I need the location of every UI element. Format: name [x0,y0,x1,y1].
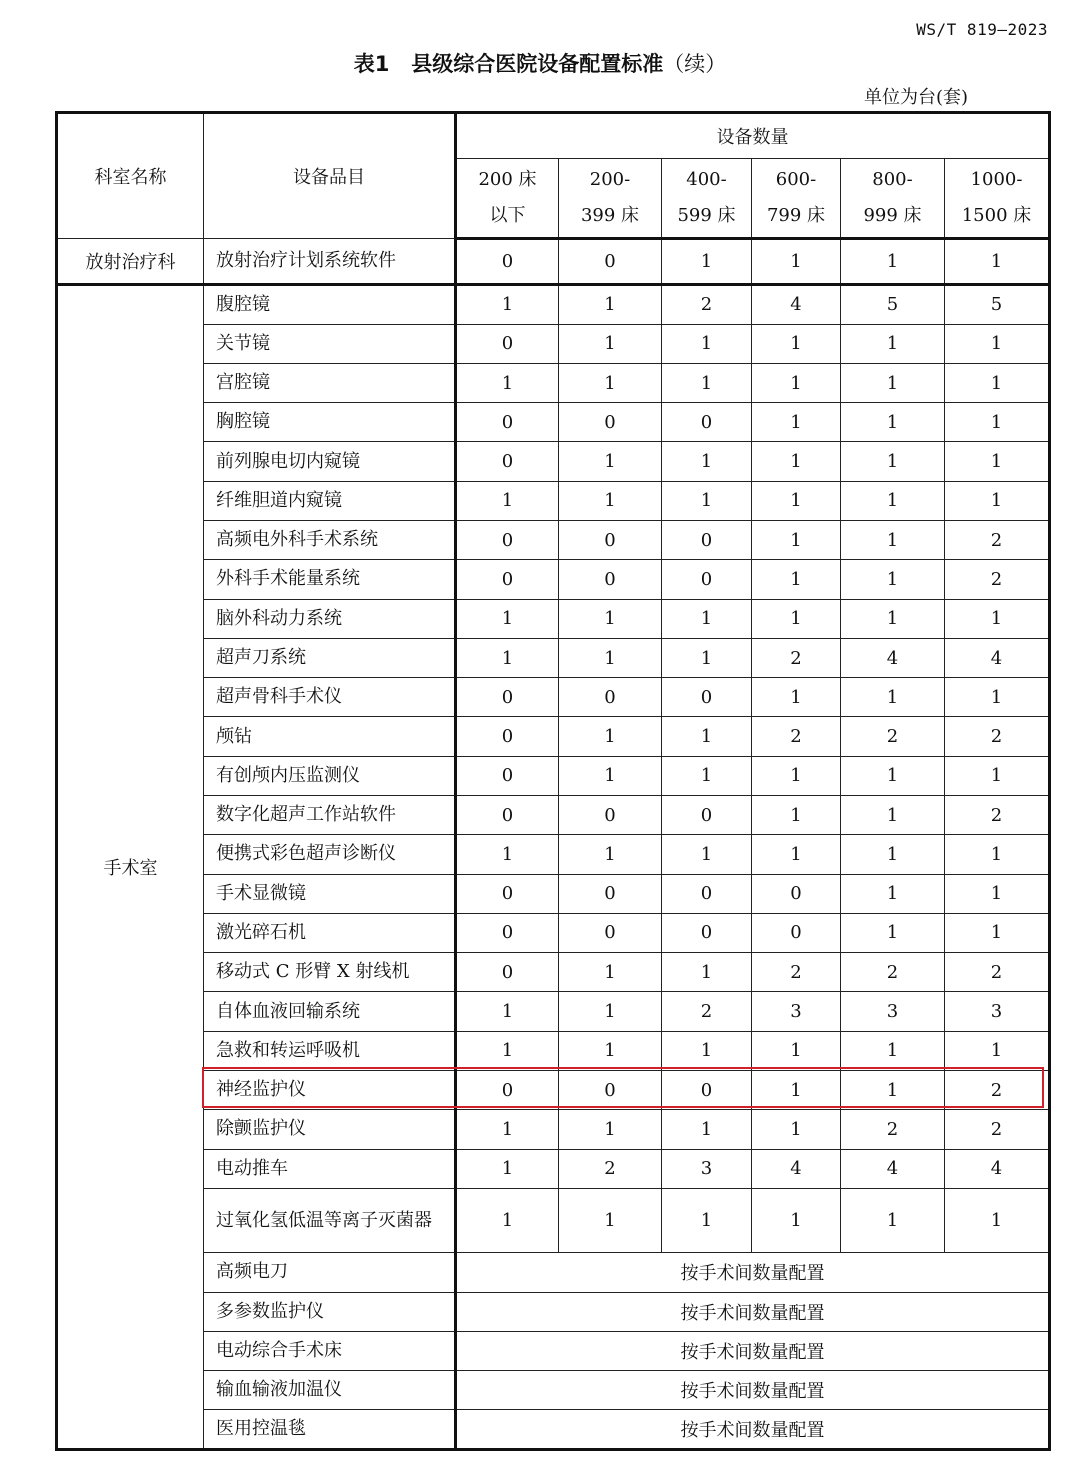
quantity-cell: 1 [752,239,841,285]
item-name-cell: 急救和转运呼吸机 [204,1031,456,1070]
header-col-1: 200- 399 床 [559,159,662,239]
quantity-cell: 1 [752,481,841,520]
quantity-cell: 1 [841,521,945,560]
config-note-cell: 按手术间数量配置 [456,1331,1050,1370]
header-quantity: 设备数量 [456,113,1050,159]
quantity-cell: 2 [752,953,841,992]
item-name-cell: 关节镜 [204,324,456,363]
quantity-cell: 1 [945,363,1050,402]
table-row [57,1410,1050,1450]
quantity-cell: 1 [559,442,662,481]
quantity-cell: 0 [559,874,662,913]
quantity-cell: 2 [945,1070,1050,1109]
quantity-cell: 1 [559,481,662,520]
quantity-cell: 0 [662,913,752,952]
quantity-cell: 0 [456,442,559,481]
item-name-cell: 胸腔镜 [204,403,456,442]
quantity-cell: 4 [752,1149,841,1188]
quantity-cell: 1 [945,239,1050,285]
header-col-2: 400- 599 床 [662,159,752,239]
quantity-cell: 0 [456,403,559,442]
table-row [57,481,1050,520]
quantity-cell: 1 [945,1031,1050,1070]
quantity-cell: 1 [841,403,945,442]
quantity-cell: 1 [752,1070,841,1109]
quantity-cell: 1 [945,756,1050,795]
config-note-cell: 按手术间数量配置 [456,1253,1050,1292]
quantity-cell: 1 [662,1188,752,1252]
table-row [57,599,1050,638]
quantity-cell: 4 [945,638,1050,677]
item-name-cell: 高频电外科手术系统 [204,521,456,560]
quantity-cell: 1 [662,442,752,481]
quantity-cell: 2 [841,953,945,992]
quantity-cell: 1 [752,324,841,363]
config-note-cell: 按手术间数量配置 [456,1292,1050,1331]
item-name-cell: 超声骨科手术仪 [204,678,456,717]
quantity-cell: 1 [752,796,841,835]
quantity-cell: 1 [559,363,662,402]
table-continued-label: （续） [663,52,727,76]
quantity-cell: 1 [662,481,752,520]
quantity-cell: 1 [945,874,1050,913]
quantity-cell: 0 [456,756,559,795]
quantity-cell: 1 [752,599,841,638]
quantity-cell: 0 [456,521,559,560]
quantity-cell: 2 [841,717,945,756]
table-row [57,756,1050,795]
quantity-cell: 1 [559,285,662,324]
quantity-cell: 1 [841,442,945,481]
quantity-cell: 1 [841,756,945,795]
quantity-cell: 1 [456,1149,559,1188]
quantity-cell: 1 [456,835,559,874]
table-row [57,560,1050,599]
table-row [57,874,1050,913]
quantity-cell: 1 [559,1031,662,1070]
table-title-text: 县级综合医院设备配置标准 [411,52,664,76]
quantity-cell: 1 [945,678,1050,717]
quantity-cell: 0 [456,239,559,285]
quantity-cell: 1 [841,913,945,952]
quantity-cell: 1 [456,285,559,324]
header-item: 设备品目 [204,113,456,239]
quantity-cell: 2 [752,638,841,677]
quantity-cell: 1 [662,363,752,402]
item-name-cell: 纤维胆道内窥镜 [204,481,456,520]
quantity-cell: 0 [662,874,752,913]
table-row [57,1292,1050,1331]
quantity-cell: 1 [456,1110,559,1149]
header-col-3: 600- 799 床 [752,159,841,239]
quantity-cell: 0 [456,717,559,756]
quantity-cell: 1 [752,560,841,599]
quantity-cell: 5 [945,285,1050,324]
quantity-cell: 1 [841,599,945,638]
item-name-cell: 腹腔镜 [204,285,456,324]
quantity-cell: 0 [752,874,841,913]
quantity-cell: 1 [841,678,945,717]
quantity-cell: 3 [841,992,945,1031]
quantity-cell: 1 [662,599,752,638]
item-name-cell: 多参数监护仪 [204,1292,456,1331]
quantity-cell: 0 [456,560,559,599]
item-name-cell: 便携式彩色超声诊断仪 [204,835,456,874]
quantity-cell: 0 [456,874,559,913]
header-col-5: 1000- 1500 床 [945,159,1050,239]
item-name-cell: 有创颅内压监测仪 [204,756,456,795]
quantity-cell: 1 [662,239,752,285]
quantity-cell: 1 [752,403,841,442]
quantity-cell: 1 [559,992,662,1031]
table-number: 表1 [353,52,390,76]
quantity-cell: 1 [752,1110,841,1149]
quantity-cell: 0 [752,913,841,952]
quantity-cell: 1 [456,1031,559,1070]
quantity-cell: 1 [945,835,1050,874]
config-note-cell: 按手术间数量配置 [456,1410,1050,1450]
quantity-cell: 0 [559,913,662,952]
quantity-cell: 2 [945,953,1050,992]
table-row [57,953,1050,992]
quantity-cell: 1 [841,560,945,599]
quantity-cell: 1 [559,1110,662,1149]
item-name-cell: 输血输液加温仪 [204,1371,456,1410]
table-row [57,796,1050,835]
quantity-cell: 0 [662,678,752,717]
quantity-cell: 1 [456,992,559,1031]
quantity-cell: 2 [662,285,752,324]
quantity-cell: 4 [841,1149,945,1188]
quantity-cell: 1 [662,835,752,874]
table-row [57,1371,1050,1410]
config-note-cell: 按手术间数量配置 [456,1371,1050,1410]
quantity-cell: 1 [752,678,841,717]
quantity-cell: 0 [559,521,662,560]
quantity-cell: 0 [662,796,752,835]
quantity-cell: 1 [662,756,752,795]
quantity-cell: 1 [945,442,1050,481]
quantity-cell: 1 [841,363,945,402]
item-name-cell: 移动式 C 形臂 X 射线机 [204,953,456,992]
quantity-cell: 2 [945,560,1050,599]
table-row [57,1331,1050,1370]
quantity-cell: 1 [841,239,945,285]
quantity-cell: 1 [559,953,662,992]
quantity-cell: 4 [841,638,945,677]
table-row [57,403,1050,442]
table-row [57,239,1050,285]
header-col-4: 800- 999 床 [841,159,945,239]
item-name-cell: 电动推车 [204,1149,456,1188]
quantity-cell: 1 [752,442,841,481]
quantity-cell: 1 [456,1188,559,1252]
quantity-cell: 1 [456,363,559,402]
table-row [57,638,1050,677]
header-dept: 科室名称 [57,113,204,239]
quantity-cell: 2 [841,1110,945,1149]
quantity-cell: 1 [752,835,841,874]
quantity-cell: 1 [456,599,559,638]
item-name-cell: 超声刀系统 [204,638,456,677]
quantity-cell: 1 [456,481,559,520]
quantity-cell: 1 [662,1110,752,1149]
quantity-cell: 1 [841,874,945,913]
quantity-cell: 2 [559,1149,662,1188]
quantity-cell: 2 [945,521,1050,560]
quantity-cell: 1 [559,324,662,363]
quantity-cell: 2 [662,992,752,1031]
item-name-cell: 激光碎石机 [204,913,456,952]
table-row [57,1070,1050,1109]
quantity-cell: 1 [945,403,1050,442]
quantity-cell: 1 [841,1070,945,1109]
unit-note: 单位为台(套) [863,87,968,108]
dept-cell: 放射治疗科 [57,239,204,285]
quantity-cell: 0 [456,1070,559,1109]
table-row [57,1253,1050,1292]
quantity-cell: 1 [945,913,1050,952]
item-name-cell: 宫腔镜 [204,363,456,402]
table-row [57,835,1050,874]
quantity-cell: 0 [456,796,559,835]
quantity-cell: 1 [752,1031,841,1070]
quantity-cell: 0 [559,560,662,599]
quantity-cell: 0 [662,1070,752,1109]
quantity-cell: 1 [841,1188,945,1252]
item-name-cell: 除颤监护仪 [204,1110,456,1149]
quantity-cell: 0 [662,403,752,442]
quantity-cell: 1 [752,363,841,402]
table-row [57,285,1050,324]
quantity-cell: 0 [559,403,662,442]
quantity-cell: 1 [841,1031,945,1070]
quantity-cell: 0 [456,678,559,717]
quantity-cell: 1 [662,638,752,677]
item-name-cell: 过氧化氢低温等离子灭菌器 [204,1188,456,1252]
table-body [57,239,1050,1450]
quantity-cell: 1 [841,835,945,874]
quantity-cell: 4 [945,1149,1050,1188]
quantity-cell: 0 [559,796,662,835]
item-name-cell: 前列腺电切内窥镜 [204,442,456,481]
quantity-cell: 0 [559,239,662,285]
item-name-cell: 外科手术能量系统 [204,560,456,599]
quantity-cell: 1 [559,599,662,638]
item-name-cell: 电动综合手术床 [204,1331,456,1370]
table-title [0,48,1080,78]
quantity-cell: 0 [559,678,662,717]
quantity-cell: 1 [945,481,1050,520]
item-name-cell: 脑外科动力系统 [204,599,456,638]
table-row [57,678,1050,717]
quantity-cell: 1 [945,599,1050,638]
table-row [57,1149,1050,1188]
quantity-cell: 1 [841,481,945,520]
table-row [57,363,1050,402]
table-row [57,521,1050,560]
quantity-cell: 2 [945,1110,1050,1149]
quantity-cell: 0 [456,953,559,992]
table-row [57,992,1050,1031]
dept-cell: 手术室 [57,285,204,1450]
header-row-1 [57,113,1050,159]
item-name-cell: 放射治疗计划系统软件 [204,239,456,285]
quantity-cell: 1 [456,638,559,677]
quantity-cell: 1 [841,324,945,363]
equipment-table [55,111,1051,1451]
quantity-cell: 3 [662,1149,752,1188]
table-row [57,717,1050,756]
quantity-cell: 1 [945,1188,1050,1252]
standard-code: WS/T 819—2023 [916,20,1048,39]
quantity-cell: 1 [662,717,752,756]
item-name-cell: 手术显微镜 [204,874,456,913]
quantity-cell: 2 [752,717,841,756]
quantity-cell: 1 [662,953,752,992]
header-col-0: 200 床 以下 [456,159,559,239]
table-row [57,1110,1050,1149]
quantity-cell: 1 [559,1188,662,1252]
quantity-cell: 4 [752,285,841,324]
quantity-cell: 0 [662,560,752,599]
quantity-cell: 2 [945,717,1050,756]
quantity-cell: 1 [752,756,841,795]
quantity-cell: 1 [559,717,662,756]
quantity-cell: 3 [752,992,841,1031]
quantity-cell: 5 [841,285,945,324]
item-name-cell: 医用控温毯 [204,1410,456,1450]
item-name-cell: 神经监护仪 [204,1070,456,1109]
table-row [57,324,1050,363]
quantity-cell: 1 [945,324,1050,363]
quantity-cell: 1 [841,796,945,835]
table-row [57,1031,1050,1070]
quantity-cell: 0 [559,1070,662,1109]
quantity-cell: 0 [456,324,559,363]
item-name-cell: 颅钻 [204,717,456,756]
table-row [57,442,1050,481]
quantity-cell: 1 [559,756,662,795]
quantity-cell: 3 [945,992,1050,1031]
item-name-cell: 数字化超声工作站软件 [204,796,456,835]
table-row [57,1188,1050,1252]
table-row [57,913,1050,952]
item-name-cell: 自体血液回输系统 [204,992,456,1031]
quantity-cell: 1 [752,521,841,560]
quantity-cell: 1 [662,1031,752,1070]
quantity-cell: 1 [752,1188,841,1252]
quantity-cell: 2 [945,796,1050,835]
quantity-cell: 0 [662,521,752,560]
quantity-cell: 1 [662,324,752,363]
item-name-cell: 高频电刀 [204,1253,456,1292]
quantity-cell: 0 [456,913,559,952]
quantity-cell: 1 [559,835,662,874]
quantity-cell: 1 [559,638,662,677]
